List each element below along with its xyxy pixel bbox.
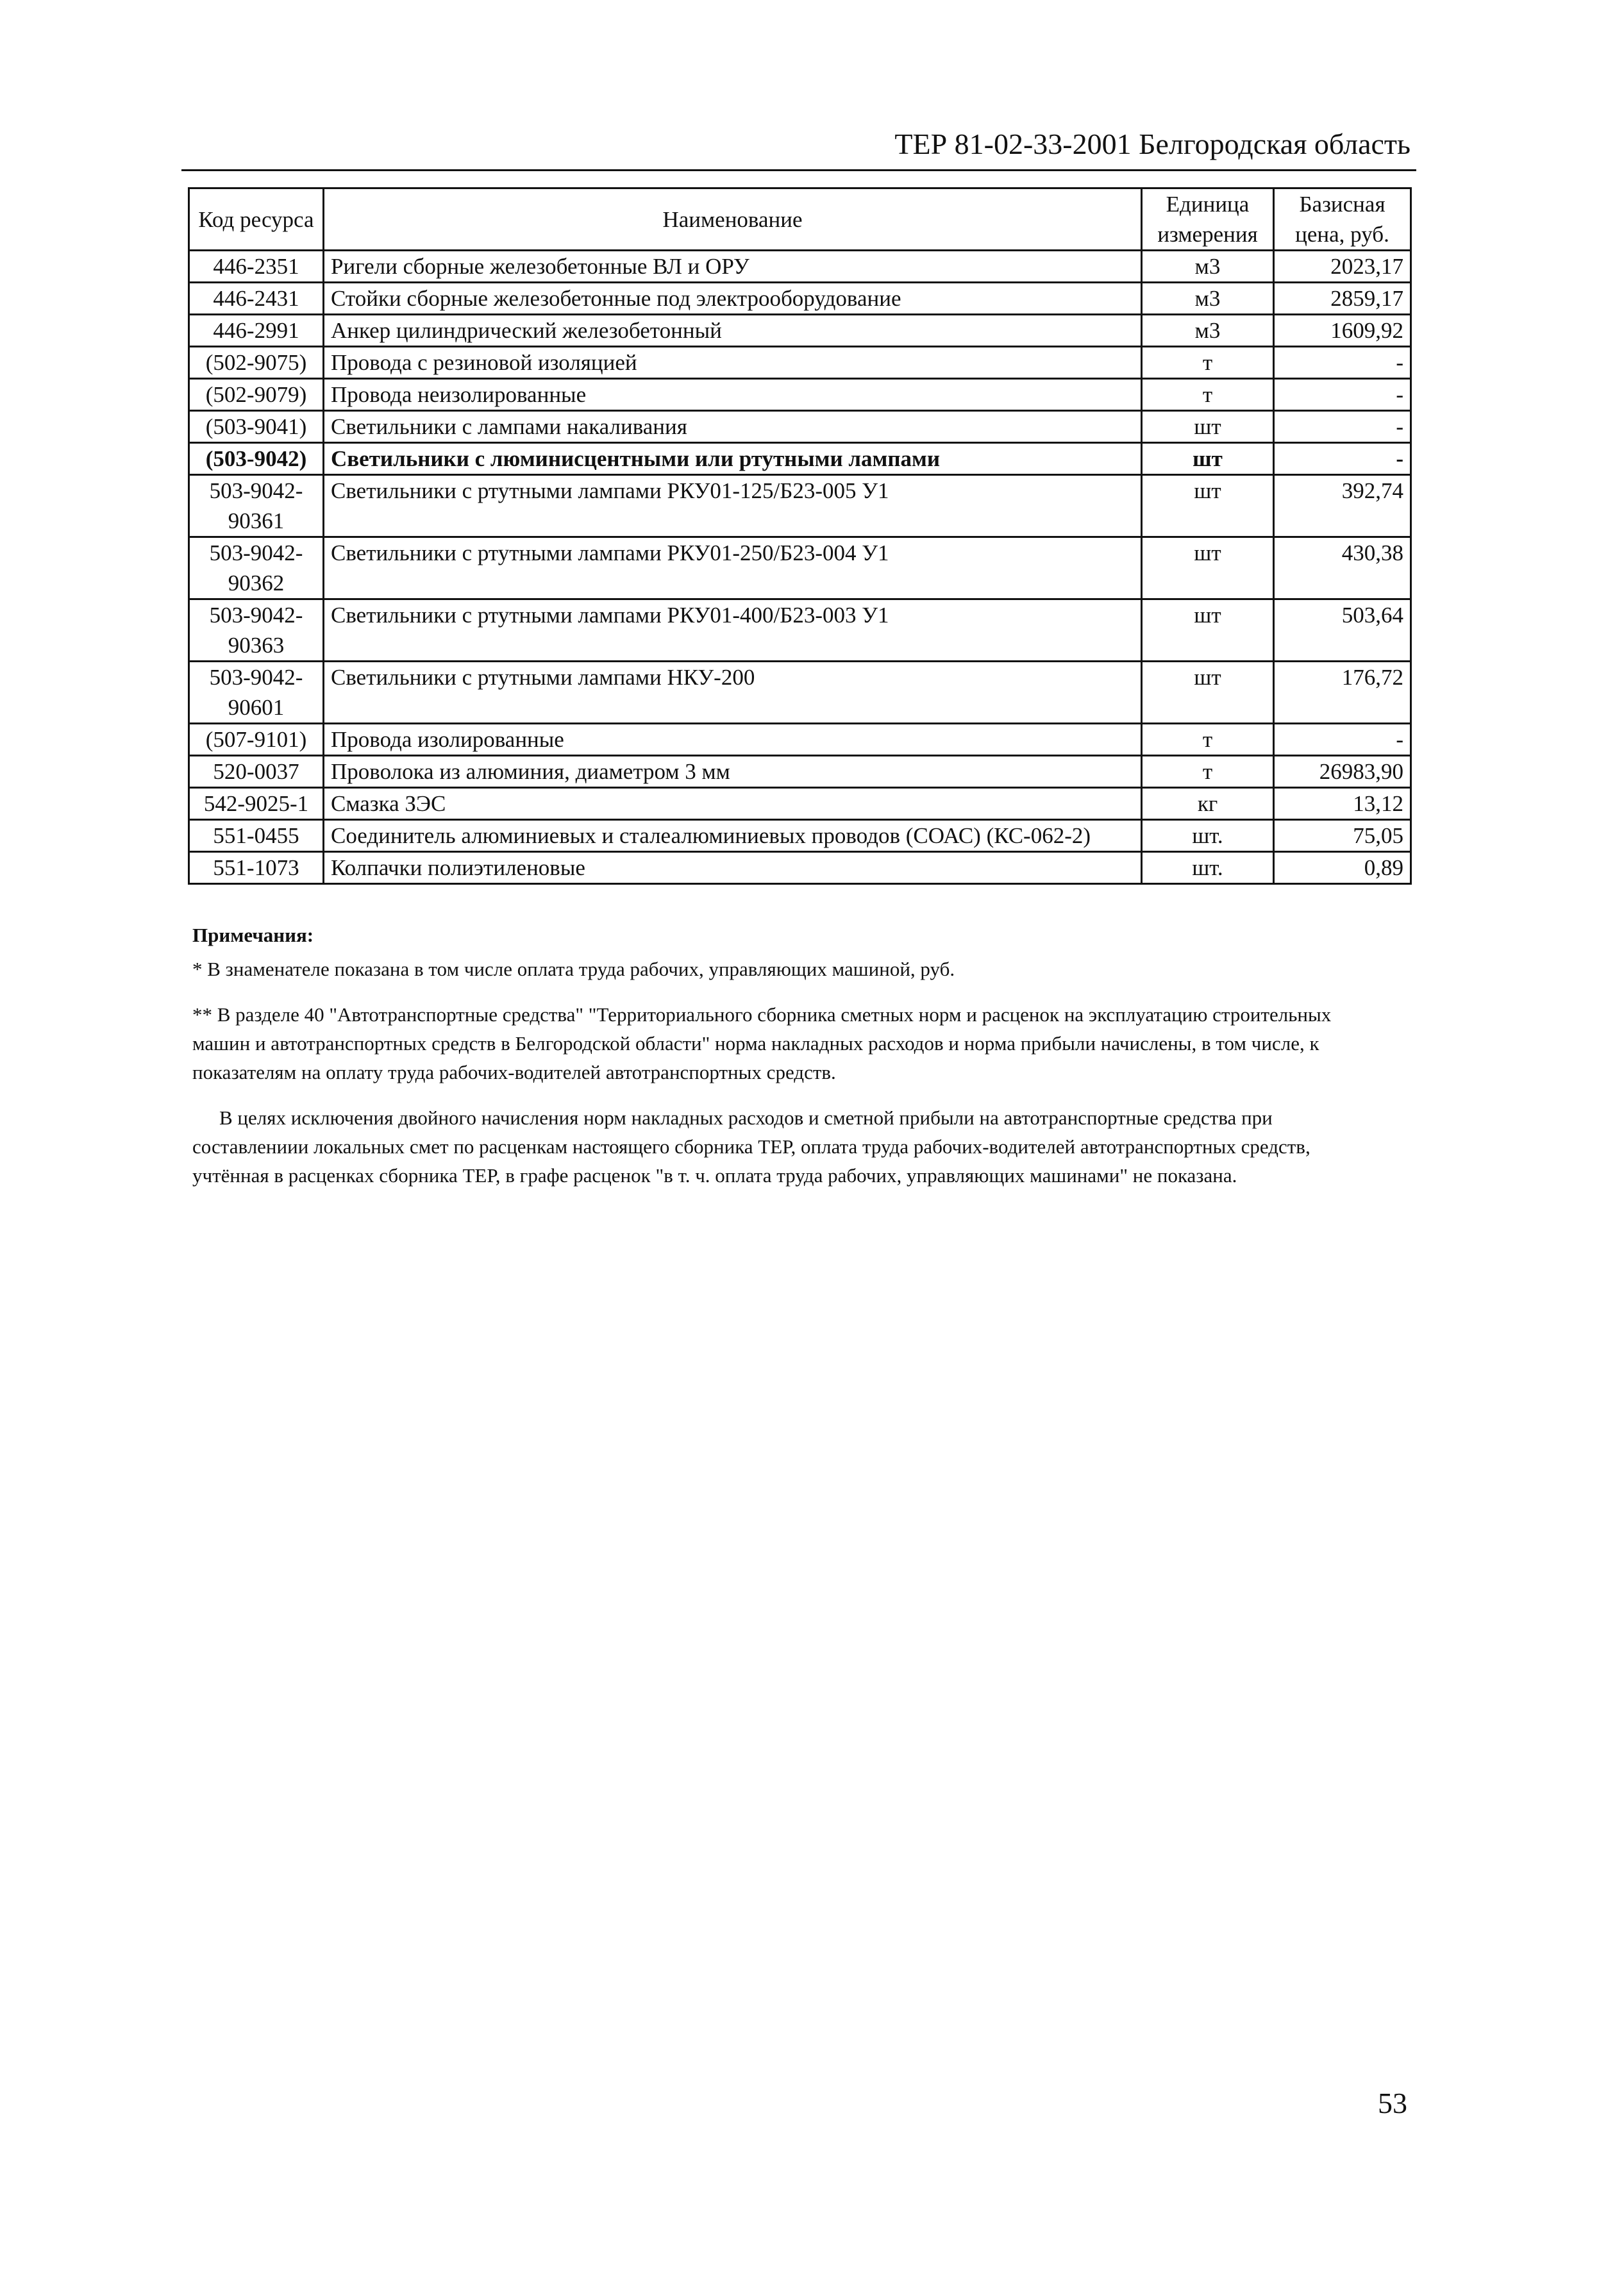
cell-unit: м3 — [1142, 283, 1274, 315]
notes-section — [192, 921, 1385, 1207]
cell-unit: шт — [1142, 411, 1274, 443]
table-row — [189, 475, 1411, 537]
note-2: ** В разделе 40 "Автотранспортные средства" "Территориального сборника сметных норм и расценок на эксплуатацию строительных машин и автотранспортных средств в Белгородской области" норма накладных расходов и норма прибыли начислены, в том числе, к показателям на оплату труда рабочих-водителей автотранспортных средств. — [192, 1003, 1332, 1083]
table-row — [189, 315, 1411, 347]
cell-code: 520-0037 — [189, 756, 324, 788]
cell-code: 551-0455 — [189, 820, 324, 852]
cell-name: Светильники с ртутными лампами РКУ01-125/Б23-005 У1 — [324, 475, 1142, 537]
cell-price: 75,05 — [1274, 820, 1411, 852]
cell-price: - — [1274, 724, 1411, 756]
cell-name: Проволока из алюминия, диаметром 3 мм — [324, 756, 1142, 788]
table-row — [189, 443, 1411, 475]
cell-price: 1609,92 — [1274, 315, 1411, 347]
table-row — [189, 411, 1411, 443]
cell-price: - — [1274, 379, 1411, 411]
cell-unit: т — [1142, 379, 1274, 411]
table-row — [189, 599, 1411, 662]
table-row — [189, 347, 1411, 379]
cell-price: 0,89 — [1274, 852, 1411, 884]
cell-unit: шт. — [1142, 820, 1274, 852]
cell-code: (503-9042) — [189, 443, 324, 475]
header-code: Код ресурса — [189, 188, 324, 251]
cell-unit: шт — [1142, 599, 1274, 662]
header-rule — [181, 169, 1416, 171]
cell-code: 446-2991 — [189, 315, 324, 347]
cell-price: 2023,17 — [1274, 251, 1411, 283]
cell-name: Светильники с люминисцентными или ртутными лампами — [324, 443, 1142, 475]
cell-name: Провода с резиновой изоляцией — [324, 347, 1142, 379]
cell-code: 503-9042- 90601 — [189, 662, 324, 724]
cell-price: 430,38 — [1274, 537, 1411, 599]
table-row — [189, 820, 1411, 852]
cell-price: 176,72 — [1274, 662, 1411, 724]
cell-code: 542-9025-1 — [189, 788, 324, 820]
cell-price: - — [1274, 411, 1411, 443]
cell-name: Ригели сборные железобетонные ВЛ и ОРУ — [324, 251, 1142, 283]
cell-unit: кг — [1142, 788, 1274, 820]
cell-name: Светильники с ртутными лампами РКУ01-400/Б23-003 У1 — [324, 599, 1142, 662]
cell-code: (502-9079) — [189, 379, 324, 411]
header-price: Базисная цена, руб. — [1274, 188, 1411, 251]
cell-price: 2859,17 — [1274, 283, 1411, 315]
cell-unit: т — [1142, 724, 1274, 756]
cell-code: 446-2431 — [189, 283, 324, 315]
cell-code: 503-9042- 90362 — [189, 537, 324, 599]
page-number: 53 — [1378, 2087, 1407, 2119]
cell-unit: м3 — [1142, 251, 1274, 283]
table-row — [189, 379, 1411, 411]
notes-paragraph: В целях исключения двойного начисления норм накладных расходов и сметной прибыли на автотранспортные средства при составлениии локальных смет по расценкам настоящего сборника ТЕР, оплата труда рабочих-водителей автотранспортных средств, учтённая в расценках сборника ТЕР, в графе расценок "в т. ч. оплата труда рабочих, управляющих машинами" не показана. — [192, 1107, 1310, 1187]
cell-price: 392,74 — [1274, 475, 1411, 537]
cell-name: Соединитель алюминиевых и сталеалюминиевых проводов (СОАС) (КС-062-2) — [324, 820, 1142, 852]
cell-code: (502-9075) — [189, 347, 324, 379]
table-row — [189, 537, 1411, 599]
notes-title: Примечания: — [192, 924, 314, 946]
table-row — [189, 662, 1411, 724]
table-row — [189, 724, 1411, 756]
cell-price: - — [1274, 443, 1411, 475]
cell-unit: т — [1142, 756, 1274, 788]
resource-table — [188, 187, 1412, 885]
cell-unit: м3 — [1142, 315, 1274, 347]
table-row — [189, 283, 1411, 315]
table-body — [189, 251, 1411, 884]
cell-unit: шт — [1142, 475, 1274, 537]
table-row — [189, 852, 1411, 884]
table-row — [189, 251, 1411, 283]
cell-code: (507-9101) — [189, 724, 324, 756]
cell-price: 503,64 — [1274, 599, 1411, 662]
cell-name: Колпачки полиэтиленовые — [324, 852, 1142, 884]
cell-unit: шт — [1142, 443, 1274, 475]
cell-name: Смазка ЗЭС — [324, 788, 1142, 820]
cell-price: 13,12 — [1274, 788, 1411, 820]
cell-unit: т — [1142, 347, 1274, 379]
cell-unit: шт — [1142, 537, 1274, 599]
note-1: * В знаменателе показана в том числе оплата труда рабочих, управляющих машиной, руб. — [192, 958, 955, 980]
cell-code: (503-9041) — [189, 411, 324, 443]
cell-name: Анкер цилиндрический железобетонный — [324, 315, 1142, 347]
cell-name: Стойки сборные железобетонные под электрооборудование — [324, 283, 1142, 315]
cell-name: Светильники с ртутными лампами РКУ01-250/Б23-004 У1 — [324, 537, 1142, 599]
table-header-row — [189, 188, 1411, 251]
cell-price: 26983,90 — [1274, 756, 1411, 788]
table-row — [189, 756, 1411, 788]
cell-name: Провода изолированные — [324, 724, 1142, 756]
cell-name: Светильники с ртутными лампами НКУ-200 — [324, 662, 1142, 724]
cell-price: - — [1274, 347, 1411, 379]
cell-unit: шт. — [1142, 852, 1274, 884]
table-row — [189, 788, 1411, 820]
cell-code: 503-9042- 90363 — [189, 599, 324, 662]
cell-unit: шт — [1142, 662, 1274, 724]
cell-code: 446-2351 — [189, 251, 324, 283]
cell-code: 503-9042- 90361 — [189, 475, 324, 537]
cell-name: Светильники с лампами накаливания — [324, 411, 1142, 443]
document-header: ТЕР 81-02-33-2001 Белгородская область — [894, 128, 1411, 160]
header-name: Наименование — [324, 188, 1142, 251]
cell-name: Провода неизолированные — [324, 379, 1142, 411]
cell-code: 551-1073 — [189, 852, 324, 884]
header-unit: Единица измерения — [1142, 188, 1274, 251]
